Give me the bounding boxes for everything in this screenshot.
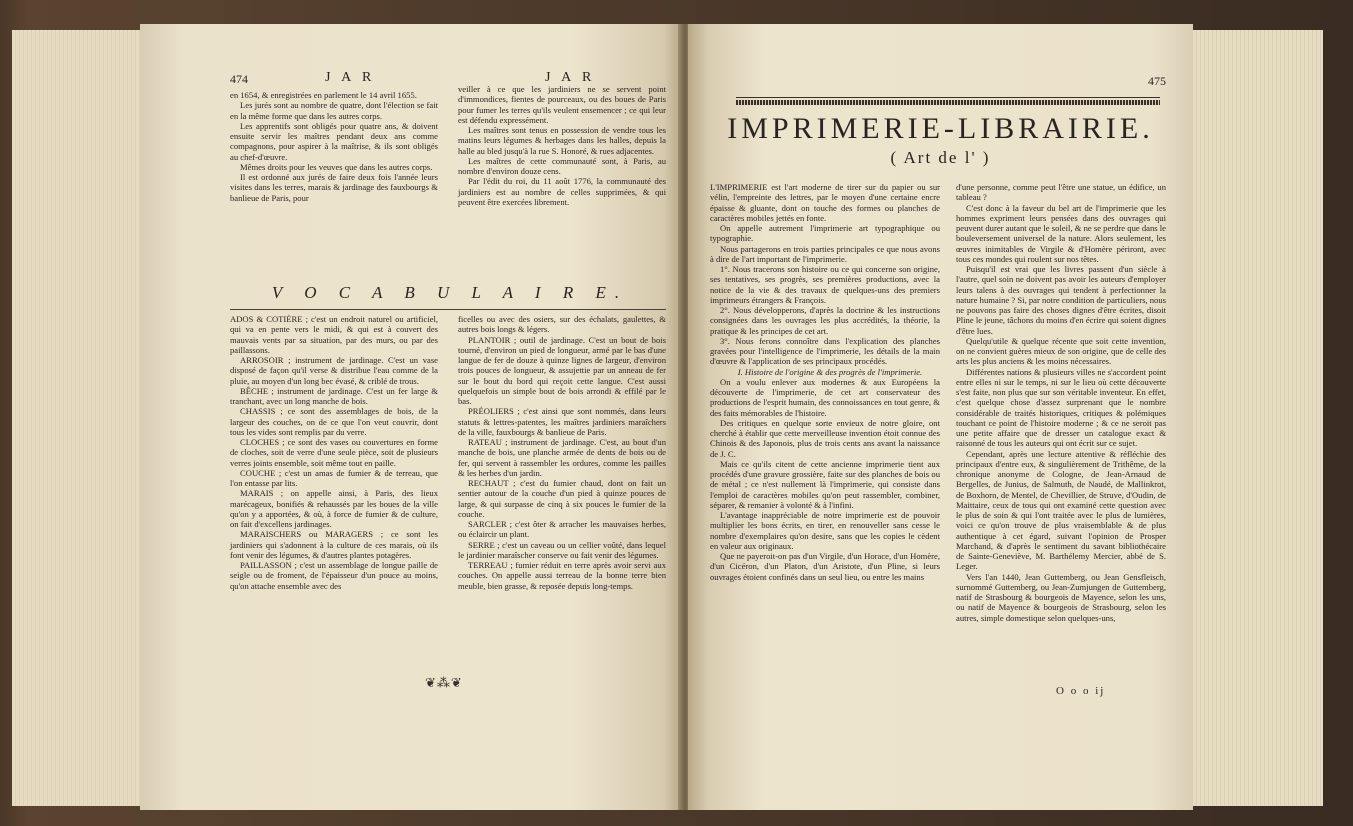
paragraph: Les jurés sont au nombre de quatre, dont l'élection se fait en la même forme que dans les autres corps. [230,100,438,121]
paragraph: Nous partagerons en trois parties principales ce que nous avons à dire de l'art important de l'imprimerie. [710,243,940,264]
paragraph: ADOS & COTIÈRE ; c'est un endroit naturel ou artificiel, qui va en pente vers le midi, & qui est à couvert des mauvais vents par sa situation, par des murs, ou par des paillassons. [230,314,438,355]
running-head-right: J A R [545,70,596,85]
paragraph: Par l'édit du roi, du 11 août 1776, la communauté des jardiniers est au nombre de celles supprimées, & qui peuvent être exercées librement. [458,176,666,207]
paragraph: COUCHE ; c'est un amas de fumier & de terreau, que l'on entasse par lits. [230,467,438,488]
paragraph: C'est donc à la faveur du bel art de l'imprimerie que les hommes expriment leurs pensées dans des ouvrages qui peuvent durer autant que le soleil, & ne se perdre que dans le bouleversement universel de la nature. Alors seulement, les œuvres inimitables de Virgile & d'Homère périront, avec tous ces mondes qui roulent sur nos têtes. [956,202,1166,264]
left-column-2 [458,84,666,207]
paragraph: SARCLER ; c'est ôter & arracher les mauvaises herbes, ou éclaircir un plant. [458,519,666,540]
paragraph: RATEAU ; instrument de jardinage. C'est, au bout d'un manche de bois, une planche armée de dents de bois ou de fer, qui servent à rassembler les ordures, comme les pailles & les herbes d'un jardin. [458,437,666,478]
page-number-left: 474 [230,72,248,86]
paragraph: Que ne payeroit-on pas d'un Virgile, d'un Horace, d'un Homère, d'un Cicéron, d'un Platon, d'un Aristote, d'un Pline, si leurs ouvrages étoient confinés dans un seul lieu, ou entre les mains [710,551,940,582]
paragraph: 2°. Nous développerons, d'après la doctrine & les instructions consignées dans les ouvrages les plus accrédités, la théorie, la pratique & les principes de cet art. [710,305,940,336]
paragraph: BÊCHE ; instrument de jardinage. C'est un fer large & tranchant, avec un long manche de bois. [230,385,438,406]
vocab-column-1 [230,314,438,591]
paragraph: TERREAU ; fumier réduit en terre après avoir servi aux couches. On appelle aussi terreau de la bonne terre bien meuble, bien grasse, & reposée depuis long-temps. [458,560,666,591]
paragraph: PRÉOLIERS ; c'est ainsi que sont nommés, dans leurs statuts & lettres-patentes, les maîtres jardiniers maraîchers de la ville, fauxbourgs & banlieue de Paris. [458,406,666,437]
paragraph: Des critiques en quelque sorte envieux de notre gloire, ont cherché à établir que cette merveilleuse invention étoit connue des Chinois & des Japonois, plus de trois cents ans avant la naissance de J. C. [710,417,940,459]
paragraph: 3°. Nous ferons connoître dans l'explication des planches gravées pour l'intelligence de l'imprimerie, les détails de la main d'œuvre & l'application de ses principaux procédés. [710,335,940,367]
right-column-2 [956,182,1166,623]
paragraph: Quelqu'utile & quelque récente que soit cette invention, on ne convient guères mieux de son origine, que de celle des arts les plus anciens & les moins nécessaires. [956,335,1166,367]
right-column-1 [710,182,940,582]
paragraph: SERRE ; c'est un caveau ou un cellier voûté, dans lequel le jardinier maraîscher conserve ou fait venir des légumes. [458,539,666,560]
paragraph: veiller à ce que les jardiniers ne se servent point d'immondices, fientes de pourceaux, ou des boues de Paris pour fumer les terres qu'ils veulent ensemencer ; ce qui leur est défendu expressément. [458,84,666,125]
page-number-right: 475 [1148,74,1166,88]
vocabulary-heading: V O C A B U L A I R E. [271,283,629,302]
paragraph: On a voulu enlever aux modernes & aux Européens la découverte de l'imprimerie, de cet art conservateur des productions de l'esprit humain, des connoissances en tout genre, & des faits mémorables de l'histoire. [710,376,940,418]
page-edges-right [1193,30,1323,806]
paragraph: Puisqu'il est vrai que les livres passent d'un siècle à l'autre, quel soin ne doivent pas avoir les auteurs d'employer leurs talens à des ouvrages qui tendent à perfectionner la nature humaine ? Si, par notre condition de particuliers, nous ne pouvons pas faire des choses dignes d'être écrites, disoit Pline le jeune, tâchons du moins d'en écrire qui soient dignes d'être lues. [956,264,1166,336]
paragraph: On appelle autrement l'imprimerie art typographique ou typographie. [710,223,940,244]
paragraph: MARAIS ; on appelle ainsi, à Paris, des lieux marécageux, bonifiés & rehaussés par les boues de la ville qu'on y a apportées, & où, à force de fumier & de culture, on fait d'excellens jardinages. [230,488,438,529]
paragraph: Il est ordonné aux jurés de faire deux fois l'année leurs visites dans les terres, marais & jardinage des fauxbourgs & banlieue de Paris, pour [230,172,438,203]
left-page [140,24,680,810]
left-column-1 [230,90,438,203]
running-head-left: J A R [325,70,376,85]
paragraph: L'IMPRIMERIE est l'art moderne de tirer sur du papier ou sur vélin, l'empreinte des lettres, par le moyen d'une certaine encre épaisse & gluante, dont on touche des formes ou planches de caractères mobiles jettés en fonte. [710,182,940,223]
ornament: ❦⁂❦ [425,675,463,690]
paragraph: RECHAUT ; c'est du fumier chaud, dont on fait un sentier autour de la couche d'un pied à quinze pouces de large, & qui surpasse de cinq à six pouces le fumier de la couche. [458,478,666,519]
paragraph: Les maîtres sont tenus en possession de vendre tous les matins leurs légumes & herbages dans les halles, depuis la halle au bled jusqu'à la rue S. Honoré, & rues adjacentes. [458,125,666,156]
paragraph: ficelles ou avec des osiers, sur des échalats, gaulettes, & autres bois longs & légers. [458,314,666,335]
paragraph: 1°. Nous tracerons son histoire ou ce qui concerne son origine, ses tentatives, ses progrès, ses premières productions, avec la notice de la vie & des travaux de quelques-uns des premiers imprimeurs étrangers & François. [710,264,940,305]
paragraph: L'avantage inappréciable de notre imprimerie est de pouvoir multiplier les bons écrits, en tirer, en renouveller sans cesse le nombre d'exemplaires qu'on desire, sans que les copies le cèdent en valeur aux originaux. [710,510,940,551]
head-band [736,100,1160,105]
paragraph: Les maîtres de cette communauté sont, à Paris, au nombre d'environ douze cens. [458,155,666,176]
vocab-column-2 [458,314,666,591]
paragraph: ARROSOIR ; instrument de jardinage. C'est un vase disposé de façon qu'il verse & distribue l'eau comme de la pluie, au moyen d'un long bec évasé, & criblé de trous. [230,355,438,386]
paragraph: CLOCHES ; ce sont des vases ou couvertures en forme de cloches, soit de verre d'une seule pièce, soit de plusieurs verres joints ensemble, soit même tout en paille. [230,437,438,468]
paragraph: Mais ce qu'ils citent de cette ancienne imprimerie tient aux procédés d'une gravure grossière, faite sur des planches de bois ou de métal ; ce n'est nullement là l'imprimerie, qui consiste dans l'emploi de caractères mobiles qu'on peut rassembler, combiner, séparer, & remanier à volonté & à l'infini. [710,458,940,510]
article-title: IMPRIMERIE-LIBRAIRIE. [727,112,1154,145]
page-edges-left [12,30,140,806]
paragraph: d'une personne, comme peut l'être une statue, un édifice, un tableau ? [956,182,1166,203]
paragraph: Vers l'an 1440, Jean Guttemberg, ou Jean Gensfleisch, surnommé Guttemberg, ou Jean-Zumjungen de Guttemberg, natif de Strasbourg & bourgeois de Mayence, selon les uns, ou natif de Mayence & bourgeois de Strasbourg, selon les autres, simple domestique selon quelques-uns, [956,571,1166,623]
paragraph: MARAISCHERS ou MARAGERS ; ce sont les jardiniers qui s'adonnent à la culture de ces marais, où ils font venir des légumes, & d'autres plantes potagères. [230,529,438,560]
paragraph: en 1654, & enregistrées en parlement le 14 avril 1655. [230,90,417,100]
paragraph: PLANTOIR ; outil de jardinage. C'est un bout de bois tourné, d'environ un pied de longueur, armé par le bas d'une langue de fer de douze à quinze lignes de largeur, d'environ trois pouces de longueur, & assujettie par un anneau de fer sur le bout du bord qui reçoit cette langue. C'est aussi quelquefois un simple bout de bois arrondi & effilé par le bas. [458,334,666,406]
paragraph: CHASSIS ; ce sont des assemblages de bois, de la largeur des couches, on de ce que l'on veut couvrir, dont tous les vides sont remplis par du verre. [230,406,438,437]
paragraph: Cependant, après une lecture attentive & réfléchie des principaux d'entre eux, & singulièrement de Trithême, de la chronique anonyme de Cologne, de Jean-Arnaud de Bergelles, de Junius, de Salmuth, de Naudé, de Mallinkrot, de Boxhorn, de Mentel, de Chevillier, de Struve, d'Oudin, de Maittaire, ceux de tous qui ont examiné cette question avec le plus de soin & qui l'ont traitée avec le plus de lumières, voici ce qu'on trouve de plus vraisemblable & de plus authentique à cet égard, suivant l'opinion de Prosper Marchand, & d'après le sentiment du savant bibliothécaire de Sainte-Geneviève, M. Barthélemy Mercier, abbé de S. Leger. [956,448,1166,572]
paragraph: Les apprentifs sont obligés pour quatre ans, & doivent ensuite servir les maîtres pendant deux ans comme compagnons, pour aspirer à la maîtrise, & ils sont obligés au chef-d'œuvre. [230,120,438,162]
catchword: O o o ij [1056,685,1106,697]
head-rule [736,97,1160,98]
right-page [688,24,1193,810]
heading-rule [230,309,666,310]
paragraph: Différentes nations & plusieurs villes ne s'accordent point entre elles ni sur le temps, ni sur le lieu où cette découverte s'est faite, non plus que sur son véritable inventeur. En effet, c'est quelque chose d'assez surprenant que le nombre considérable de traités historiques, critiques & polémiques touchant ce point de l'histoire moderne ; & ce ne seroit pas une petite affaire que de dresser un catalogue exact & raisonné de tous les auteurs qui ont écrit sur ce sujet. [956,366,1166,449]
paragraph: I. Histoire de l'origine & des progrès de l'imprimerie. [737,366,923,377]
article-subtitle: ( Art de l' ) [890,148,991,167]
paragraph: PAILLASSON ; c'est un assemblage de longue paille de seigle ou de froment, de l'épaisseur d'un pouce au moins, qu'on attache ensemble avec des [230,560,438,591]
paragraph: Mêmes droits pour les veuves que dans les autres corps. [240,161,433,172]
